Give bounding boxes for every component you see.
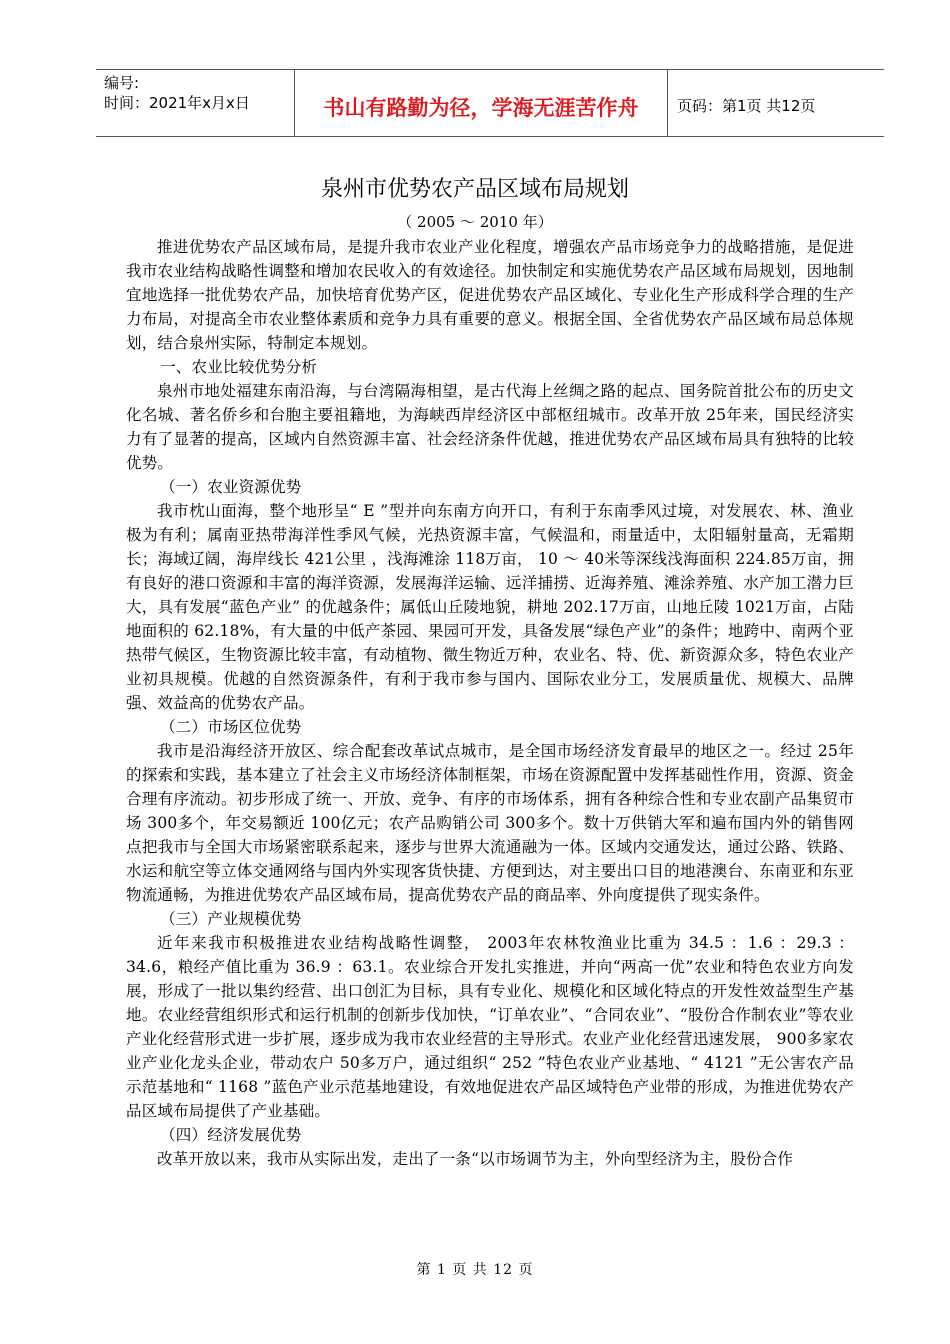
document-title: 泉州市优势农产品区域布局规划 [320, 177, 629, 202]
motto-text: 书山有路勤为径，学海无涯苦作舟 [323, 96, 639, 120]
doc-number-label: 编号: [104, 74, 140, 92]
header-page-info: 页码：第1页 共12页 [677, 97, 816, 115]
subsection-heading: （二）市场区位优势 [160, 718, 302, 736]
header-page-cell [667, 70, 884, 136]
paragraph: 我市枕山面海，整个地形呈“ E ”型并向东南方向开口，有利于东南季风过境，对发展农、林、渔业极为有利；属南亚热带海洋性季风气候，光热资源丰富，气候温和，雨量适中，太阳辐射量高，无霜期长；海域辽阔，海岸线长 421公里 ，浅海滩涂 118万亩， 10 ～ 40米等深线浅海面积 224.85万亩，拥有良好的港口资源和丰富的海洋资源，发展海洋运输、远洋捕捞、近海养殖、滩涂养殖、水产加工潜力巨大，具有发展“蓝色产业” 的优越条件；属低山丘陵地貌，耕地 202.17万亩，山地丘陵 1021万亩，占陆地面积的 62.18%，有大量的中低产茶园、果园可开发，具备发展“绿色产业”的条件；地跨中、南两个亚热带气候区，生物资源比较丰富，有动植物、微生物近万种，农业名、特、优、新资源众多，特色农业产业初具规模。优越的自然资源条件，有利于我市参与国内、国际农业分工，发展质量优、规模大、品牌强、效益高的优势农产品。 [126, 502, 854, 712]
paragraph: 改革开放以来，我市从实际出发，走出了一条“以市场调节为主，外向型经济为主，股份合作 [157, 1150, 794, 1168]
document-subtitle: （ 2005 ～ 2010 年） [397, 213, 553, 231]
header-meta-cell [96, 70, 294, 136]
document-body [126, 235, 854, 1171]
header-motto-cell [294, 70, 668, 136]
subsection-heading: （三）产业规模优势 [160, 910, 302, 928]
paragraph: 推进优势农产品区域布局，是提升我市农业产业化程度，增强农产品市场竞争力的战略措施，是促进我市农业结构战略性调整和增加农民收入的有效途径。加快制定和实施优势农产品区域布局规划，因地制宜地选择一批优势农产品，加快培育优势产区，促进优势农产品区域化、专业化生产形成科学合理的生产力布局，对提高全市农业整体素质和竞争力具有重要的意义。根据全国、全省优势农产品区域布局总体规划，结合泉州实际，特制定本规划。 [126, 238, 854, 352]
paragraph: 我市是沿海经济开放区、综合配套改革试点城市，是全国市场经济发育最早的地区之一。经过 25年的探索和实践，基本建立了社会主义市场经济体制框架，市场在资源配置中发挥基础性作用，资源、资金合理有序流动。初步形成了统一、开放、竞争、有序的市场体系，拥有各种综合性和专业农副产品集贸市场 300多个，年交易额近 100亿元；农产品购销公司 300多个。数十万供销大军和遍布国内外的销售网点把我市与全国大市场紧密联系起来，逐步与世界大流通融为一体。区域内交通发达，通过公路、铁路、水运和航空等立体交通网络与国内外实现客货快捷、方便到达，对主要出口目的地港澳台、东南亚和东亚物流通畅，为推进优势农产品区域布局，提高优势农产品的商品率、外向度提供了现实条件。 [126, 742, 854, 904]
subsection-heading: （四）经济发展优势 [160, 1126, 302, 1144]
paragraph: 近年来我市积极推进农业结构战略性调整， 2003年农林牧渔业比重为 34.5 ：1.6 ：29.3 ：34.6，粮经产值比重为 36.9 ：63.1。农业综合开发扎实推进，并向“两高一优”农业和特色农业方向发展，形成了一批以集约经营、出口创汇为目标，具有专业化、规模化和区域化特点的开发性效益型生产基地。农业经营组织形式和运行机制的创新步伐加快，“订单农业”、“合同农业”、“股份合作制农业”等农业产业化经营形式进一步扩展，逐步成为我市农业经营的主导形式。农业产业化经营迅速发展， 900多家农业产业化龙头企业，带动农户 50多万户，通过组织“ 252 ”特色农业产业基地、“ 4121 ”无公害农产品示范基地和“ 1168 ”蓝色产业示范基地建设，有效地促进农产品区域特色产业带的形成，为推进优势农产品区域布局提供了产业基础。 [126, 934, 854, 1120]
doc-time-label: 时间：2021年x月x日 [104, 94, 250, 112]
paragraph: 泉州市地处福建东南沿海，与台湾隔海相望，是古代海上丝绸之路的起点、国务院首批公布的历史文化名城、著名侨乡和台胞主要祖籍地，为海峡西岸经济区中部枢纽城市。改革开放 25年来，国民经济实力有了显著的提高，区域内自然资源丰富、社会经济条件优越，推进优势农产品区域布局具有独特的比较优势。 [126, 382, 854, 472]
section-heading: 一、农业比较优势分析 [160, 358, 318, 376]
page-footer: 第 1 页 共 12 页 [416, 1262, 534, 1278]
subsection-heading: （一）农业资源优势 [160, 478, 302, 496]
header-table [96, 69, 884, 137]
